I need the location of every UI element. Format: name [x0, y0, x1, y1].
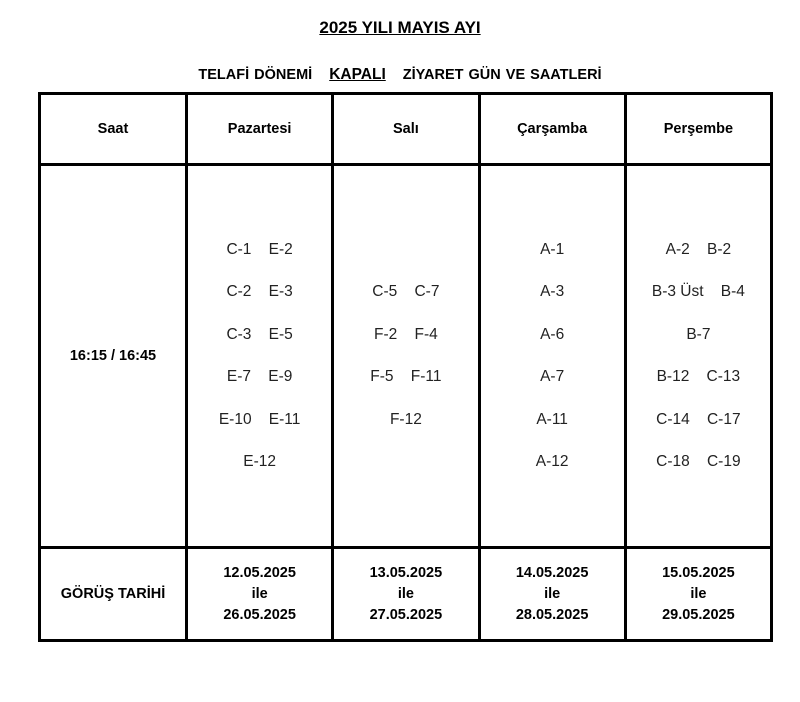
dates-row — [40, 548, 772, 641]
group-entry: F-5 F-11 — [370, 368, 442, 385]
group-entry: F-12 — [389, 410, 422, 428]
header-sali: Salı — [333, 94, 479, 165]
groups-persembe — [625, 165, 771, 548]
dates-persembe — [625, 548, 771, 641]
gorus-label: GÖRÜŞ TARİHİ — [40, 548, 187, 641]
date-line: 14.05.2025 — [515, 564, 589, 581]
header-persembe: Perşembe — [625, 94, 771, 165]
time-cell: 16:15 / 16:45 — [40, 165, 187, 548]
group-entry: B-12 C-13 — [656, 368, 741, 385]
date-line: 15.05.2025 — [662, 564, 735, 581]
dates-pazartesi — [187, 548, 333, 641]
groups-row — [40, 165, 772, 548]
group-entry: C-2 E-3 — [226, 283, 293, 300]
date-line: 26.05.2025 — [223, 606, 296, 623]
date-line: ile — [690, 585, 707, 602]
group-entry: C-18 C-19 — [656, 453, 741, 470]
group-entry: A-1 — [540, 240, 565, 258]
date-line: ile — [544, 585, 561, 602]
header-pazartesi: Pazartesi — [187, 94, 333, 165]
group-entry: E-7 E-9 — [226, 368, 293, 385]
date-line: 12.05.2025 — [223, 564, 296, 581]
group-entry: A-11 — [536, 410, 568, 428]
groups-sali — [333, 165, 479, 548]
group-entry: A-6 — [540, 325, 565, 343]
dates-carsamba — [479, 548, 625, 641]
schedule-table — [38, 92, 773, 642]
page-subtitle — [0, 66, 800, 84]
group-entry: A-12 — [535, 453, 569, 470]
group-entry: C-5 C-7 — [372, 283, 440, 300]
subtitle-before: TELAFİ DÖNEMİ — [198, 67, 313, 83]
group-entry: C-1 E-2 — [226, 240, 293, 258]
group-entry: C-14 C-17 — [656, 410, 741, 428]
date-line: 28.05.2025 — [515, 606, 589, 623]
groups-pazartesi — [187, 165, 333, 548]
date-line: 13.05.2025 — [369, 564, 443, 581]
groups-carsamba — [479, 165, 625, 548]
group-entry: B-3 Üst B-4 — [651, 283, 745, 300]
date-line: ile — [251, 585, 268, 602]
date-line: 29.05.2025 — [662, 606, 735, 623]
header-saat: Saat — [40, 94, 187, 165]
group-entry: B-7 — [686, 325, 711, 343]
date-line: 27.05.2025 — [369, 606, 443, 623]
group-entry: A-2 B-2 — [665, 240, 732, 258]
dates-sali — [333, 548, 479, 641]
subtitle-after: ZİYARET GÜN VE SAATLERİ — [402, 67, 602, 83]
group-entry: E-12 — [243, 453, 276, 470]
group-entry: E-10 E-11 — [218, 410, 301, 428]
subtitle-highlight: KAPALI — [329, 66, 386, 83]
group-entry: C-3 E-5 — [226, 325, 293, 343]
date-line: ile — [397, 585, 414, 602]
group-entry: A-7 — [540, 368, 565, 385]
page-title: 2025 YILI MAYIS AYI — [319, 18, 481, 37]
header-row — [40, 94, 772, 165]
header-carsamba: Çarşamba — [479, 94, 625, 165]
group-entry: F-2 F-4 — [374, 325, 438, 343]
group-entry: A-3 — [540, 283, 565, 300]
